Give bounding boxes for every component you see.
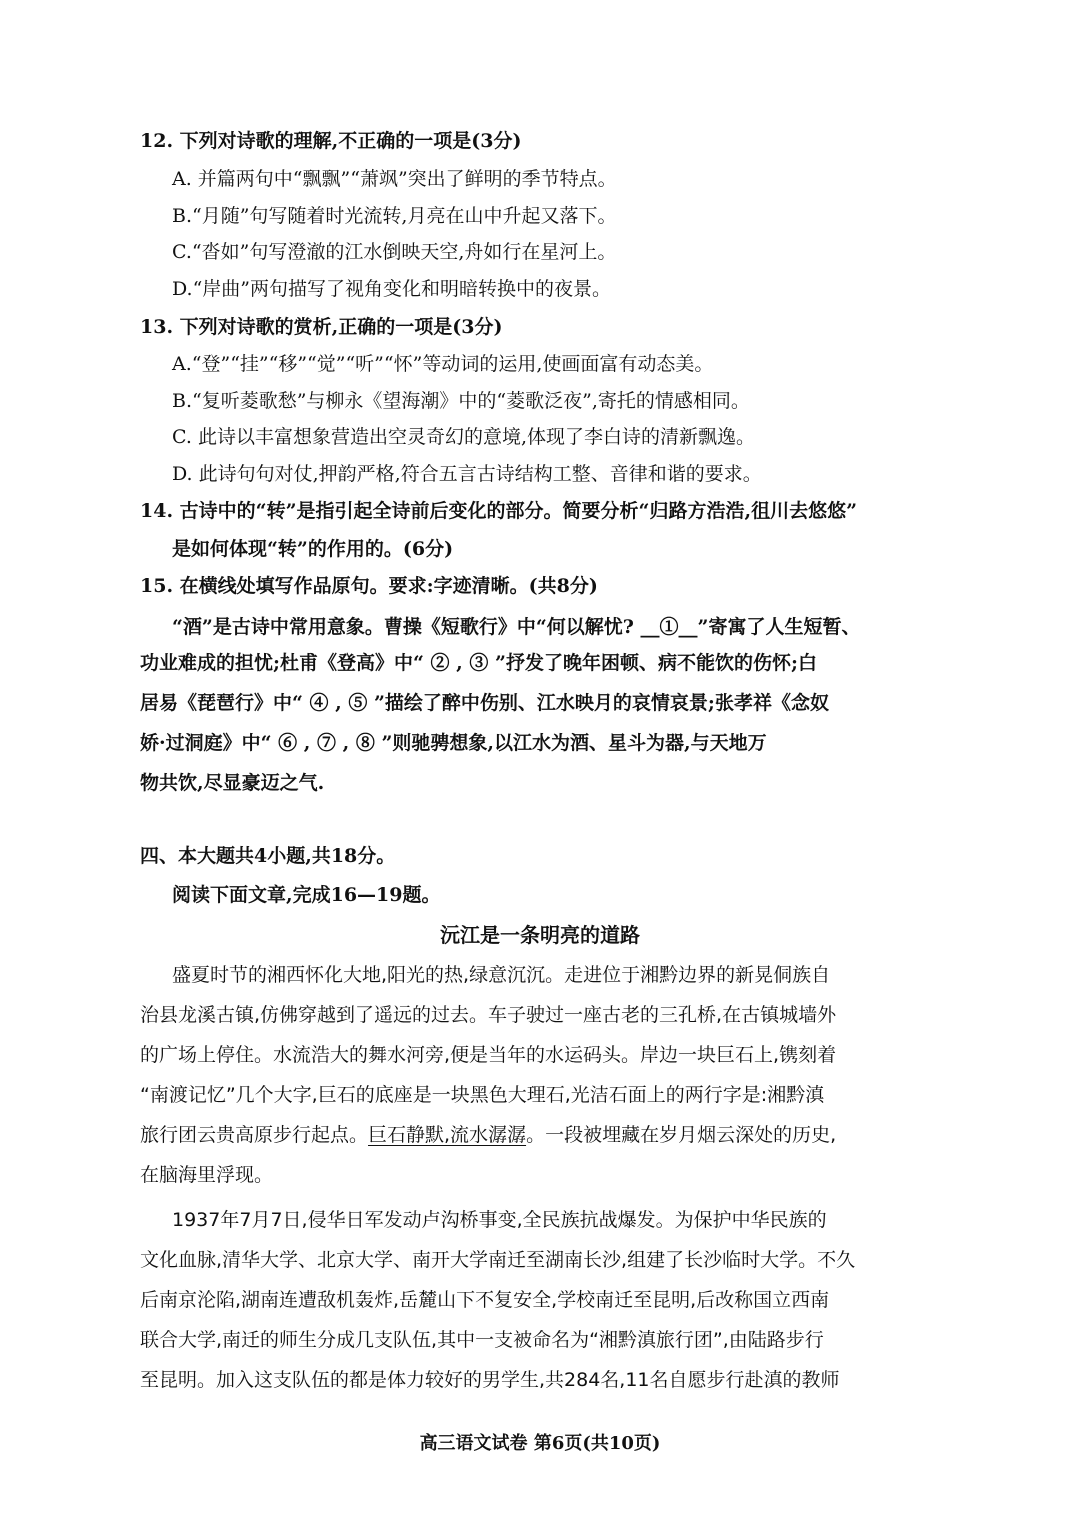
q12-option-d: D.“岸曲”两句描写了视角变化和明暗转换中的夜景。 <box>172 278 612 300</box>
underlined-phrase: 巨石静默,流水潺潺 <box>368 1124 527 1146</box>
q13-option-d: D. 此诗句句对仗,押韵严格,符合五言古诗结构工整、音律和谐的要求。 <box>172 463 762 485</box>
q15-line-4: 娇·过洞庭》中“ ⑥ , ⑦ , ⑧ ”则驰骋想象,以江水为酒、星斗为器,与天地万 <box>140 732 767 754</box>
q15-line-5: 物共饮,尽显豪迈之气. <box>140 772 325 794</box>
q14-line-1: 14. 古诗中的“转”是指引起全诗前后变化的部分。简要分析“归路方浩浩,徂川去悠悠” <box>140 500 858 522</box>
article-title: 沅江是一条明亮的道路 <box>440 923 640 947</box>
article-para2-line2: 文化血脉,清华大学、北京大学、南开大学南迁至湖南长沙,组建了长沙临时大学。不久 <box>140 1249 856 1271</box>
section-heading: 四、本大题共4小题,共18分。 <box>140 845 396 867</box>
q12-option-b: B.“月随”句写随着时光流转,月亮在山中升起又落下。 <box>172 205 617 227</box>
article-para1-line1: 盛夏时节的湘西怀化大地,阳光的热,绿意沉沉。走进位于湘黔边界的新晃侗族自 <box>172 964 831 986</box>
q13-option-c: C. 此诗以丰富想象营造出空灵奇幻的意境,体现了李白诗的清新飘逸。 <box>172 426 755 448</box>
reading-instruction: 阅读下面文章,完成16—19题。 <box>172 884 441 906</box>
article-para1-line4: “南渡记忆”几个大字,巨石的底座是一块黑色大理石,光洁石面上的两行字是:湘黔滇 <box>140 1084 825 1106</box>
article-para1-line5-end: 。一段被埋藏在岁月烟云深处的历史, <box>526 1124 837 1146</box>
q14-line-2: 是如何体现“转”的作用的。(6分) <box>172 538 454 560</box>
q13-stem: 13. 下列对诗歌的赏析,正确的一项是(3分) <box>140 316 503 338</box>
article-para2-line3: 后南京沦陷,湖南连遭敌机轰炸,岳麓山下不复安全,学校南迁至昆明,后改称国立西南 <box>140 1289 830 1311</box>
q15-line-1: “酒”是古诗中常用意象。曹操《短歌行》中“何以解忧? __①__”寄寓了人生短暂、 <box>172 616 861 638</box>
q13-option-a: A.“登”“挂”“移”“觉”“听”“怀”等动词的运用,使画面富有动态美。 <box>172 353 714 375</box>
article-para2-line5: 至昆明。加入这支队伍的都是体力较好的男学生,共284名,11名自愿步行赴滇的教师 <box>140 1369 840 1391</box>
q12-stem: 12. 下列对诗歌的理解,不正确的一项是(3分) <box>140 130 522 152</box>
q12-option-a: A. 并篇两句中“飘飘”“萧飒”突出了鲜明的季节特点。 <box>172 168 617 190</box>
page-footer: 高三语文试卷 第6页(共10页) <box>419 1433 661 1454</box>
article-para1-line6: 在脑海里浮现。 <box>140 1164 274 1186</box>
q12-option-c: C.“沓如”句写澄澈的江水倒映天空,舟如行在星河上。 <box>172 241 617 263</box>
article-para1-line5 <box>140 1122 836 1148</box>
article-para1-line2: 治县龙溪古镇,仿佛穿越到了遥远的过去。车子驶过一座古老的三孔桥,在古镇城墙外 <box>140 1004 837 1026</box>
q15-line-3: 居易《琵琶行》中“ ④ , ⑤ ”描绘了醉中伤别、江水映月的哀情哀景;张孝祥《念奴 <box>140 692 829 714</box>
q13-option-b: B.“复听菱歌愁”与柳永《望海潮》中的“菱歌泛夜”,寄托的情感相同。 <box>172 390 750 412</box>
q15-stem: 15. 在横线处填写作品原句。要求:字迹清晰。(共8分) <box>140 575 598 597</box>
article-para2-line4: 联合大学,南迁的师生分成几支队伍,其中一支被命名为“湘黔滇旅行团”,由陆路步行 <box>140 1329 824 1351</box>
q15-line-2: 功业难成的担忧;杜甫《登高》中“ ② , ③ ”抒发了晚年困顿、病不能饮的伤怀;白 <box>140 652 817 674</box>
article-para2-line1: 1937年7月7日,侵华日军发动卢沟桥事变,全民族抗战爆发。为保护中华民族的 <box>172 1209 827 1231</box>
article-para1-line5-start: 旅行团云贵高原步行起点。 <box>140 1124 369 1146</box>
article-para1-line3: 的广场上停住。水流浩大的舞水河旁,便是当年的水运码头。岸边一块巨石上,镌刻着 <box>140 1044 837 1066</box>
